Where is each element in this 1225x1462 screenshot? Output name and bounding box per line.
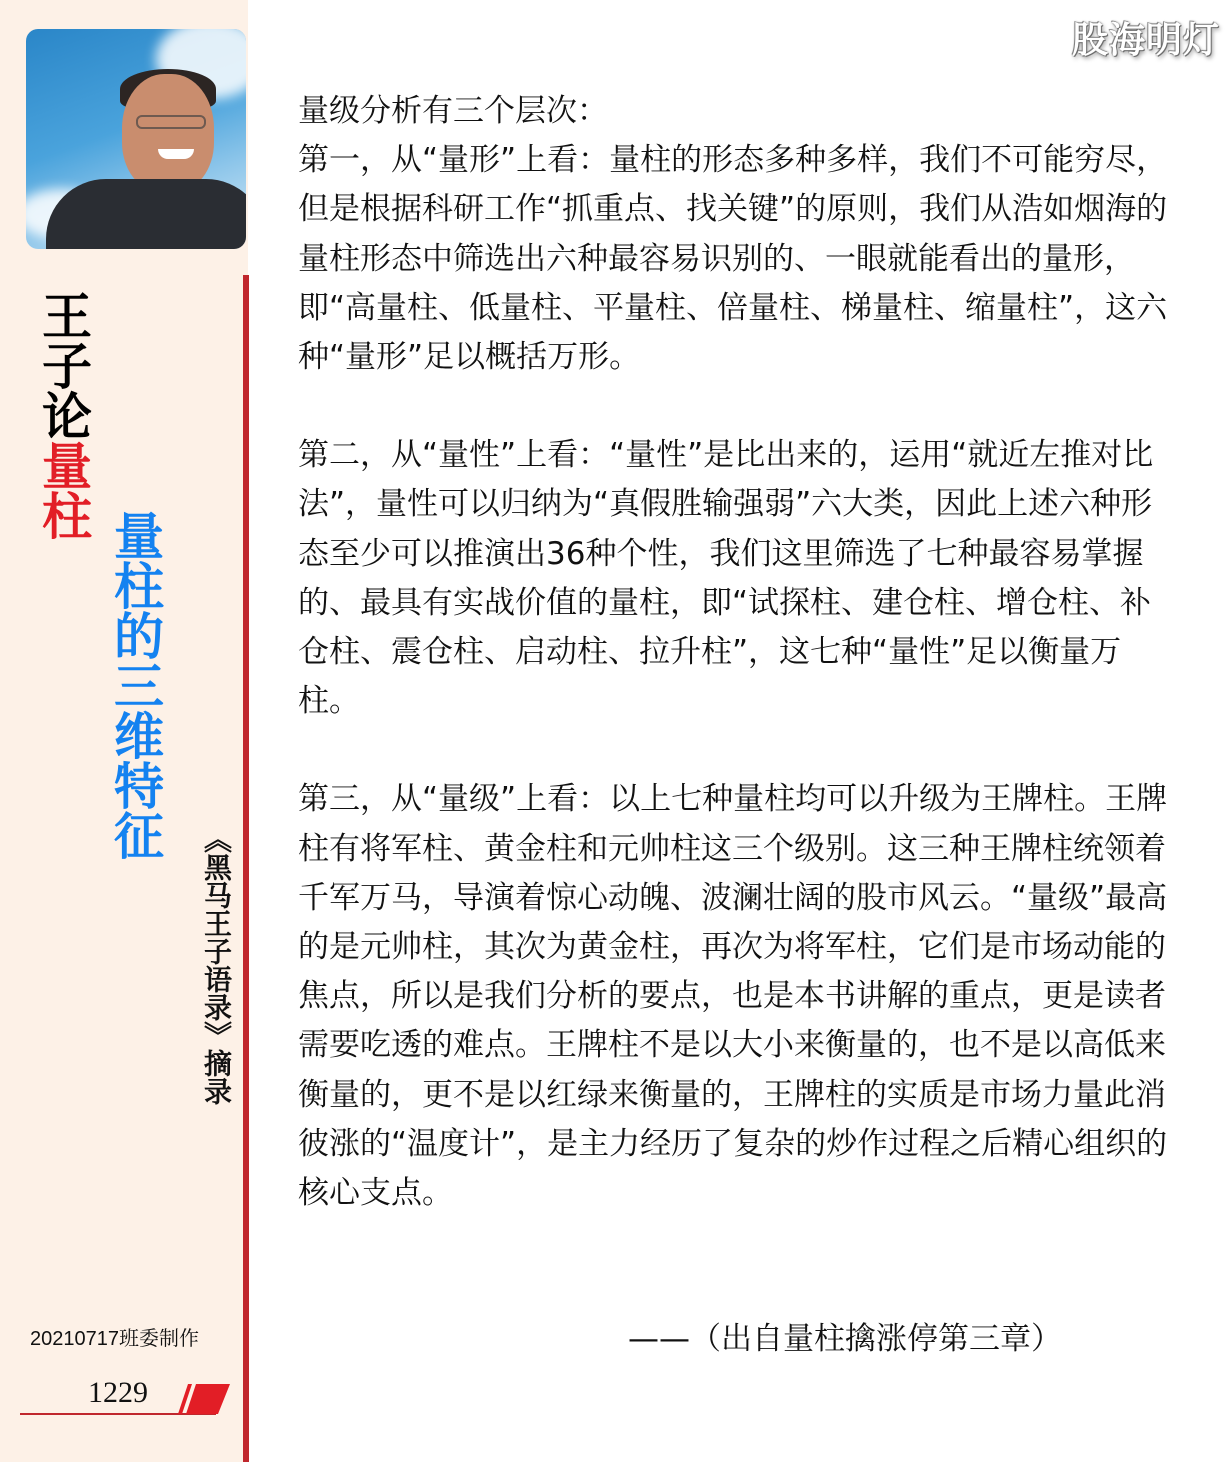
series-title-red: 量柱 xyxy=(34,440,93,540)
smile-shape xyxy=(158,149,194,159)
series-title-black: 王子论 xyxy=(34,290,93,440)
paragraph-1: 第一，从“量形”上看：量柱的形态多种多样，我们不可能穷尽，但是根据科研工作“抓重点、找关键”的原则，我们从浩如烟海的量柱形态中筛选出六种最容易识别的、一眼就能看出的量形，即“高量柱、低量柱、平量柱、倍量柱、梯量柱、缩量柱”，这六种“量形”足以概括万形。 xyxy=(298,142,1168,376)
paragraph-3: 第三，从“量级”上看：以上七种量柱均可以升级为王牌柱。王牌柱有将军柱、黄金柱和元帅柱这三个级别。这三种王牌柱统领着千军万马，导演着惊心动魄、波澜壮阔的股市风云。“量级”最高的是元帅柱，其次为黄金柱，再次为将军柱，它们是市场动能的焦点，所以是我们分析的要点，也是本书讲解的重点，更是读者需要吃透的难点。王牌柱不是以大小来衡量的，也不是以高低来衡量的，更不是以红绿来衡量的，王牌柱的实质是市场力量此消彼涨的“温度计”，是主力经历了复杂的炒作过程之后精心组织的核心支点。 xyxy=(298,781,1168,1212)
author-photo xyxy=(26,29,246,249)
source-citation: ——（出自量柱擒涨停第三章） xyxy=(628,1321,1062,1357)
credit-text: 20210717班委制作 xyxy=(30,1328,199,1350)
shirt-shape xyxy=(46,179,246,249)
face-shape xyxy=(122,74,214,192)
article-title: 量柱的三维特征 xyxy=(106,510,165,860)
page-mark-icon xyxy=(172,1382,232,1414)
paragraph-2: 第二，从“量性”上看：“量性”是比出来的，运用“就近左推对比法”，量性可以归纳为“真假胜输强弱”六大类，因此上述六种形态至少可以推演出36种个性，我们这里筛选了七种最容易掌握的、最具有实战价值的量柱，即“试探柱、建仓柱、增仓柱、补仓柱、震仓柱、启动柱、拉升柱”，这七种“量性”足以衡量万柱。 xyxy=(298,437,1154,720)
page-number: 1229 xyxy=(88,1376,148,1409)
sidebar xyxy=(0,0,248,1462)
intro-line: 量级分析有三个层次： xyxy=(298,93,608,129)
watermark-logo: 股海明灯 xyxy=(1072,20,1221,61)
sidebar-divider xyxy=(243,275,249,1462)
book-excerpt-label: 《黑马王子语录》摘录 xyxy=(200,825,233,1105)
series-title xyxy=(34,290,93,540)
article-body xyxy=(298,87,1168,1218)
glasses-shape xyxy=(136,115,206,129)
